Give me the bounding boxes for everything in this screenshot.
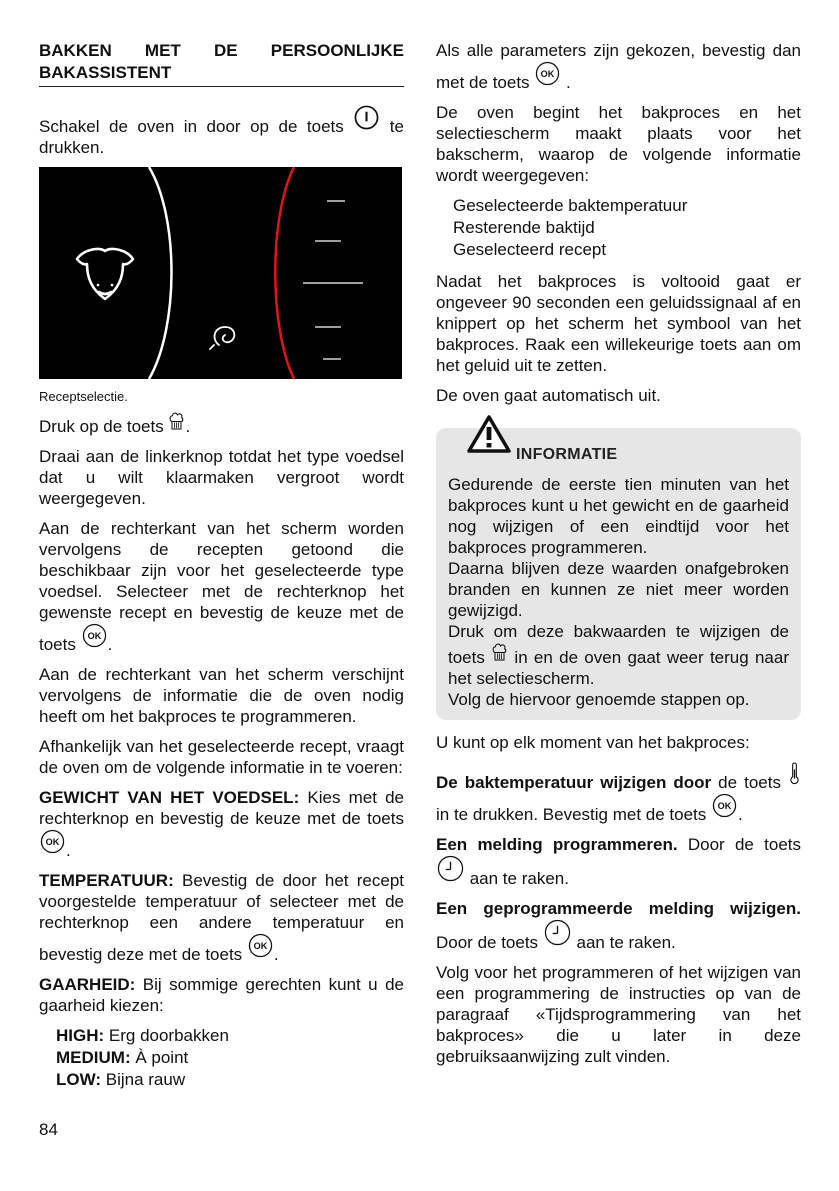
- oven-display-screen: [39, 167, 402, 379]
- list-item: [56, 1047, 404, 1069]
- paragraph-text: .: [738, 805, 743, 824]
- info-paragraph: Volg de hiervoor genoemde stappen op.: [448, 690, 750, 709]
- paragraph-label: Een melding programmeren.: [436, 835, 678, 854]
- paragraph-label: TEMPERATUUR:: [39, 871, 174, 890]
- paragraph-oven-starts: De oven begint het bakproces en het selectiescherm maakt plaats voor het bakscherm, waarop de volgende informatie wordt weergegeven:: [436, 103, 801, 185]
- timer-icon: [437, 855, 464, 882]
- paragraph-text: .: [273, 945, 279, 964]
- paragraph-text: in en de oven gaat weer terug naar het selectiescherm.: [448, 648, 789, 688]
- left-selector-arc: [149, 167, 172, 379]
- figure-caption: Receptselectie.: [39, 389, 128, 404]
- warning-icon: [466, 414, 512, 454]
- paragraph-right-side-info: Aan de rechterkant van het scherm verschijnt vervolgens de informatie die de oven nodig heeft om het bakproces te programmeren.: [39, 665, 404, 726]
- recipe-icon: [210, 327, 234, 349]
- recipe-selection-display: [39, 167, 402, 379]
- paragraph-text: de toets: [711, 773, 781, 792]
- paragraph-change-temperature: [436, 762, 801, 825]
- right-selector-arc: [275, 167, 294, 379]
- paragraph-label: Een geprogrammeerde melding wijzigen.: [436, 899, 801, 918]
- thermometer-icon: [789, 762, 800, 786]
- paragraph-text: Druk om deze bakwaarden te wijzigen de toets: [448, 622, 789, 667]
- paragraph-text: Kies met de rechterknop en bevestig de keuze met de toets: [39, 788, 404, 828]
- paragraph-auto-off: De oven gaat automatisch uit.: [436, 386, 661, 405]
- paragraph-text: Als alle parameters zijn gekozen, bevestig dan met de toets: [436, 41, 801, 92]
- paragraph-text: aan te raken.: [571, 933, 676, 952]
- info-box-header: [448, 428, 789, 474]
- lamb-icon: [77, 249, 133, 299]
- paragraph-program-alarm: [436, 834, 801, 889]
- paragraph-change-alarm: [436, 898, 801, 953]
- paragraph-select-recipe: [39, 518, 404, 655]
- paragraph-label: GAARHEID:: [39, 975, 136, 994]
- list-item-label: LOW:: [56, 1070, 102, 1089]
- list-item: [56, 1069, 404, 1091]
- paragraph-text: Druk op de toets: [39, 417, 164, 436]
- paragraph-confirm-parameters: [436, 40, 801, 93]
- ok-icon: [712, 793, 737, 818]
- right-column: [436, 40, 801, 1076]
- paragraph-text: te drukken.: [39, 117, 404, 157]
- paragraph-text: Schakel de oven in door op de toets: [39, 117, 344, 136]
- ok-icon: [535, 61, 560, 86]
- paragraph-turn-left-knob: Draai aan de linkerknop totdat het type voedsel dat u wilt klaarmaken vergroot wordt weergegeven.: [39, 447, 404, 508]
- list-item: Resterende baktijd: [453, 218, 595, 237]
- info-paragraph: [448, 621, 789, 689]
- paragraph-press-chef: [39, 411, 404, 437]
- paragraph-doneness: [39, 974, 404, 1016]
- paragraph-text: in te drukken. Bevestig met de toets: [436, 805, 707, 824]
- chef-hat-icon: [169, 411, 184, 432]
- info-paragraph: Daarna blijven deze waarden onafgebroken branden en kunnen ze niet meer worden gewijzigd.: [448, 559, 789, 620]
- paragraph-text: .: [66, 841, 71, 860]
- ok-icon: [40, 829, 65, 854]
- page-number: 84: [39, 1120, 58, 1139]
- paragraph-time-programming: Volg voor het programmeren of het wijzigen van een programmering de instructies op van de paragraaf «Tijdsprogrammering van het bakproces» die u later in deze gebruiksaanwijzing zult vinden.: [436, 963, 801, 1066]
- paragraph-text: .: [561, 73, 571, 92]
- info-box-title: INFORMATIE: [516, 446, 618, 463]
- paragraph-text: .: [107, 635, 113, 654]
- list-item-text: Bijna rauw: [101, 1070, 186, 1089]
- timer-icon: [544, 919, 571, 946]
- paragraph-label: GEWICHT VAN HET VOEDSEL:: [39, 788, 300, 807]
- paragraph-temperature: [39, 870, 404, 965]
- paragraph-label: De baktemperatuur wijzigen door: [436, 773, 712, 792]
- paragraph-text: .: [185, 417, 191, 436]
- paragraph-text: Bij sommige gerechten kunt u de gaarheid kiezen:: [39, 975, 404, 1015]
- paragraph-text: Door de toets: [677, 835, 802, 854]
- paragraph-text: Bevestig de door het recept voorgestelde temperatuur of selecteer met de rechterknop een andere temperatuur en bevestig deze met de toets: [39, 871, 404, 964]
- section-heading: BAKKEN MET DE PERSOONLIJKE BAKASSISTENT: [39, 40, 404, 87]
- paragraph-weight: [39, 787, 404, 861]
- left-column: [39, 40, 404, 1101]
- list-item-text: À point: [130, 1048, 189, 1067]
- list-item: Geselecteerde baktemperatuur: [453, 196, 688, 215]
- ok-icon: [82, 623, 107, 648]
- paragraph-anytime: U kunt op elk moment van het bakproces:: [436, 733, 750, 752]
- doneness-list: [39, 1025, 404, 1091]
- info-box: [436, 428, 801, 720]
- display-info-list: [436, 195, 801, 261]
- ok-icon: [248, 933, 273, 958]
- list-item: [56, 1025, 404, 1047]
- power-icon: [354, 105, 379, 130]
- paragraph-text: aan te raken.: [465, 869, 569, 888]
- list-item-text: Erg doorbakken: [104, 1026, 229, 1045]
- paragraph-power-on: [39, 105, 404, 158]
- recipe-list-lines: [303, 201, 363, 359]
- paragraph-process-complete: Nadat het bakproces is voltooid gaat er ongeveer 90 seconden een geluidssignaal af en knippert op het scherm het symbool van het bakproces. Raak een willekeurige toets aan om het geluid uit te zetten.: [436, 272, 801, 375]
- paragraph-text: Door de toets: [436, 933, 539, 952]
- list-item-label: MEDIUM:: [56, 1048, 131, 1067]
- chef-hat-icon: [492, 642, 507, 663]
- paragraph-text: Aan de rechterkant van het scherm worden vervolgens de recepten getoond die beschikbaar zijn voor het geselecteerde type voedsel. Selecteer met de rechterknop het gewenste recept en bevestig de keuze met de toets: [39, 519, 404, 654]
- list-item-label: HIGH:: [56, 1026, 105, 1045]
- paragraph-depending-recipe: Afhankelijk van het geselecteerde recept, vraagt de oven om de volgende informatie in te voeren:: [39, 737, 404, 777]
- list-item: Geselecteerd recept: [453, 240, 607, 259]
- info-paragraph: Gedurende de eerste tien minuten van het bakproces kunt u het gewicht en de gaarheid nog wijzigen of een eindtijd voor het bakproces programmeren.: [448, 475, 789, 557]
